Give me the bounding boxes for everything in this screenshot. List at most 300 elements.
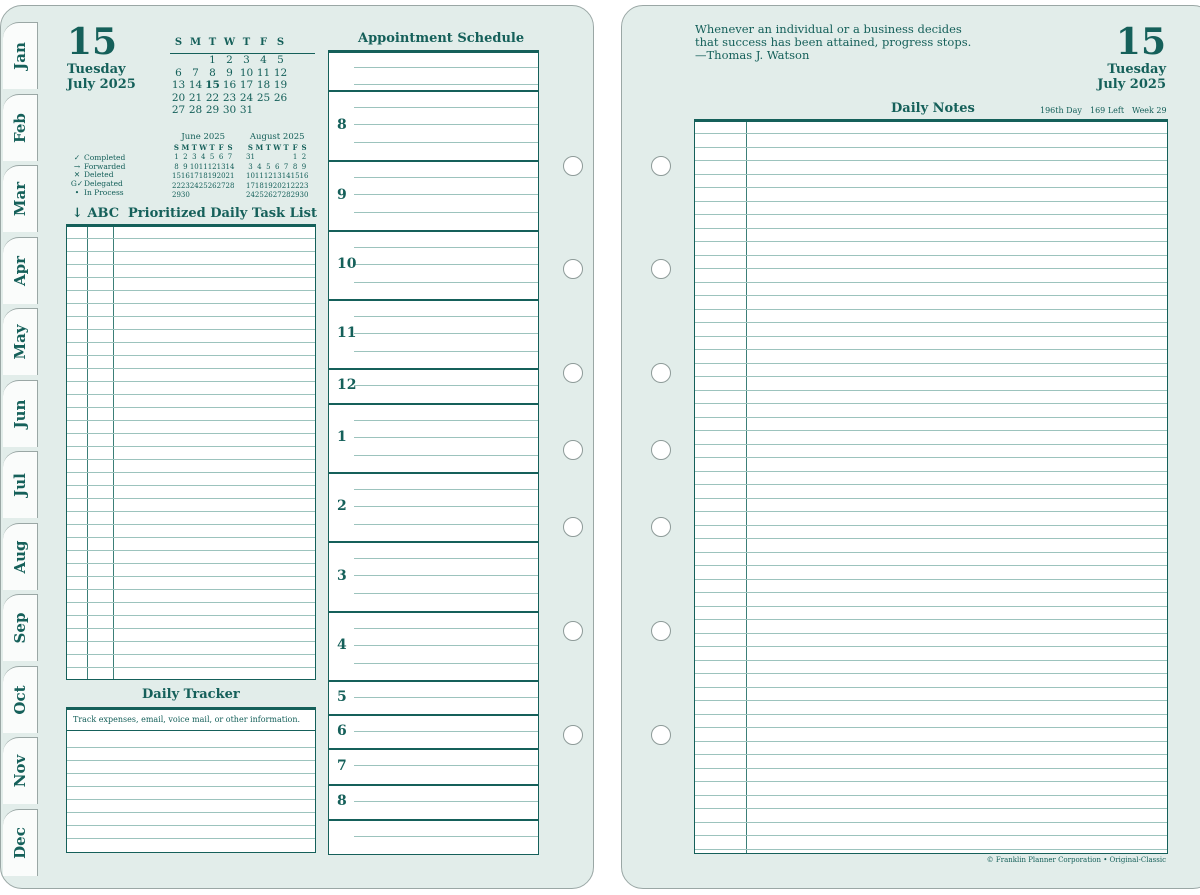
right-day-number: 15 (1115, 21, 1166, 63)
hour-label: 8 (337, 793, 347, 809)
mini-calendar-day: 10 (246, 172, 255, 181)
calendar-day (272, 104, 289, 117)
mini-calendar-day: 29 (290, 191, 300, 200)
mini-calendar-day: 4 (200, 153, 206, 162)
appointment-line (354, 663, 538, 664)
appointment-line (354, 385, 538, 386)
task-line (67, 277, 315, 278)
calendar-day (255, 104, 272, 117)
hour-label: 6 (337, 723, 347, 739)
notes-line (695, 687, 1167, 688)
mini-calendar-day: 22 (172, 181, 181, 190)
appointment-line (354, 351, 538, 352)
mini-calendar-weekday: S (173, 143, 179, 153)
mini-calendar-day: 30 (180, 191, 190, 200)
mini-calendar-day: 7 (227, 153, 233, 162)
notes-line (695, 565, 1167, 566)
binder-hole (651, 156, 671, 176)
notes-line (695, 646, 1167, 647)
hour-label: 11 (337, 325, 357, 341)
mini-calendar-day: 25 (198, 181, 208, 190)
task-priority-label: ↓ ABC (72, 206, 120, 221)
calendar-day: 16 (222, 79, 237, 92)
legend-label: In Process (84, 187, 124, 197)
hour-divider (329, 230, 538, 232)
binder-hole (563, 725, 583, 745)
hour-divider (329, 541, 538, 543)
mini-calendar-day (208, 191, 217, 201)
mini-calendar-weekday: T (283, 143, 289, 153)
appointment-schedule[interactable] (328, 50, 539, 855)
tracker-line (67, 747, 315, 748)
task-line (67, 407, 315, 408)
appointment-line (354, 455, 538, 456)
tracker-line (67, 786, 315, 787)
hour-divider (329, 403, 538, 405)
notes-line (695, 160, 1167, 161)
legend-label: Forwarded (84, 161, 126, 171)
notes-line (695, 255, 1167, 256)
hour-divider (329, 748, 538, 750)
task-line (67, 589, 315, 590)
notes-line (695, 849, 1167, 850)
mini-calendar-day: 20 (272, 181, 282, 190)
notes-line (695, 241, 1167, 242)
mini-calendar-day: 22 (290, 181, 300, 190)
notes-line (695, 552, 1167, 553)
notes-line (695, 187, 1167, 188)
legend-item (70, 189, 125, 198)
mini-calendar-august (246, 132, 308, 200)
mini-calendar-day: 21 (281, 181, 291, 190)
mini-calendar-day: 27 (272, 191, 282, 200)
task-line (67, 615, 315, 616)
mini-calendar-title: June 2025 (181, 132, 226, 142)
task-line (67, 498, 315, 499)
mini-calendar-day: 15 (172, 172, 181, 181)
calendar-day: 21 (188, 91, 203, 104)
quote-author: —Thomas J. Watson (695, 48, 810, 62)
divider (170, 53, 315, 54)
month-tab-label: Feb (11, 112, 29, 143)
mini-calendar-day: 28 (281, 191, 291, 200)
hour-label: 1 (337, 429, 347, 445)
calendar-day: 19 (273, 79, 288, 92)
binder-hole (651, 621, 671, 641)
tracker-line (67, 838, 315, 839)
mini-calendar-weekday: S (247, 143, 253, 153)
task-line (67, 459, 315, 460)
binder-hole (563, 517, 583, 537)
mini-calendar-day: 31 (246, 153, 255, 162)
mini-calendar-day (190, 191, 199, 201)
calendar-day: 12 (273, 66, 288, 79)
notes-line (695, 592, 1167, 593)
notes-line (695, 822, 1167, 823)
notes-line (695, 430, 1167, 431)
notes-line (695, 322, 1167, 323)
month-tab[interactable] (3, 451, 38, 518)
task-line (67, 550, 315, 551)
task-line (67, 420, 315, 421)
mini-calendar-day: 24 (189, 181, 199, 190)
appointment-line (354, 524, 538, 525)
calendar-day: 3 (243, 54, 250, 67)
task-line (67, 576, 315, 577)
month-tab[interactable] (3, 380, 38, 447)
notes-line (695, 660, 1167, 661)
hour-label: 2 (337, 498, 347, 514)
hour-label: 8 (337, 117, 347, 133)
task-line (67, 355, 315, 356)
status-legend (70, 154, 125, 198)
mini-calendar-day (255, 153, 264, 163)
hour-label: 7 (337, 758, 347, 774)
notes-line (695, 525, 1167, 526)
calendar-day: 26 (273, 91, 288, 104)
notes-line (695, 133, 1167, 134)
binder-hole (563, 440, 583, 460)
hour-divider (329, 472, 538, 474)
task-line (67, 602, 315, 603)
notes-line (695, 768, 1167, 769)
mini-calendar-day: 13 (216, 162, 226, 171)
calendar-day: 17 (239, 79, 254, 92)
appointment-line (354, 247, 538, 248)
mini-calendar-day (282, 153, 291, 163)
mini-calendar-day: 26 (263, 191, 273, 200)
month-tab-label: Nov (11, 754, 29, 788)
hour-divider (329, 160, 538, 162)
legend-symbol: → (73, 161, 81, 171)
calendar-day: 5 (277, 54, 284, 67)
appointment-line (354, 177, 538, 178)
calendar-day: 2 (226, 54, 233, 67)
notes-line (695, 498, 1167, 499)
task-line (67, 511, 315, 512)
task-line (67, 524, 315, 525)
calendar-day: 11 (256, 66, 271, 79)
month-tab-label: Jul (11, 473, 29, 497)
notes-line (695, 511, 1167, 512)
calendar-day: 27 (171, 104, 186, 117)
mini-calendar-day: 11 (198, 162, 208, 171)
appointment-line (354, 84, 538, 85)
mini-calendar-day (273, 153, 282, 163)
task-line (67, 394, 315, 395)
mini-calendar-weekday: T (191, 143, 197, 153)
appointment-line (354, 593, 538, 594)
month-tab[interactable] (3, 22, 38, 89)
month-tab[interactable] (3, 165, 38, 232)
appointment-line (354, 575, 538, 576)
mini-calendar-day: 24 (246, 191, 255, 200)
notes-line (695, 606, 1167, 607)
task-line (67, 667, 315, 668)
task-line (67, 329, 315, 330)
mini-calendar-day (217, 191, 226, 201)
calendar-day: 29 (205, 104, 220, 117)
mini-calendar-day: 5 (209, 153, 215, 162)
hour-label: 5 (337, 689, 347, 705)
mini-calendar-day: 4 (257, 162, 262, 171)
legend-label: Deleted (84, 170, 114, 180)
notes-line (695, 727, 1167, 728)
calendar-day: 20 (171, 91, 186, 104)
binder-hole (563, 259, 583, 279)
notes-line (695, 835, 1167, 836)
calendar-weekday-header: M (189, 37, 202, 48)
mini-calendar-day: 18 (198, 172, 208, 181)
notes-line (695, 268, 1167, 269)
notes-line (695, 349, 1167, 350)
days-left: 169 Left (1090, 106, 1125, 115)
appointment-line (354, 645, 538, 646)
calendar-day: 22 (205, 91, 220, 104)
calendar-day: 13 (171, 79, 186, 92)
daily-quote (695, 23, 995, 62)
appointment-line (354, 558, 538, 559)
hour-label: 3 (337, 568, 347, 584)
daily-notes-area[interactable] (694, 119, 1168, 854)
calendar-day: 9 (226, 66, 233, 79)
task-list-box[interactable] (66, 224, 316, 680)
task-line (67, 628, 315, 629)
tracker-line (67, 799, 315, 800)
legend-symbol: • (74, 187, 80, 197)
right-weekday: Tuesday (1107, 62, 1166, 77)
task-line (67, 485, 315, 486)
mini-calendar-day: 19 (263, 181, 273, 190)
binder-hole (651, 440, 671, 460)
mini-calendar-day: 9 (301, 162, 307, 171)
binder-hole (563, 363, 583, 383)
month-tab-label: Aug (11, 539, 29, 574)
hour-divider (329, 90, 538, 92)
notes-line (695, 484, 1167, 485)
binder-hole (651, 259, 671, 279)
legend-symbol: ✕ (73, 170, 81, 180)
calendar-day: 15 (205, 79, 220, 92)
month-tab-label: Oct (11, 684, 29, 715)
appointment-line (354, 282, 538, 283)
mini-calendar-day: 1 (292, 153, 298, 162)
task-list-title: Prioritized Daily Task List (128, 206, 317, 221)
appointment-line (354, 506, 538, 507)
notes-line (695, 282, 1167, 283)
mini-calendar-day: 14 (281, 172, 291, 181)
quote-line: Whenever an individual or a business decides (695, 22, 962, 36)
month-tab[interactable] (3, 237, 38, 304)
hour-divider (329, 784, 538, 786)
appointment-line (354, 489, 538, 490)
month-tab-label: Jan (11, 42, 29, 70)
mini-calendar-day: 6 (274, 162, 280, 171)
tracker-line (67, 773, 315, 774)
mini-calendar-day: 19 (207, 172, 217, 181)
mini-calendar-day: 15 (290, 172, 300, 181)
legend-label: Completed (84, 153, 126, 162)
appointment-line (354, 697, 538, 698)
month-tab[interactable] (3, 308, 38, 375)
mini-calendar-day (264, 153, 273, 163)
month-year: July 2025 (67, 77, 136, 92)
appointment-line (354, 765, 538, 766)
task-line (67, 433, 315, 434)
appointment-line (354, 316, 538, 317)
mini-calendar-day: 8 (292, 162, 298, 171)
notes-line (695, 741, 1167, 742)
hour-divider (329, 368, 538, 370)
mini-calendar-june (172, 132, 234, 200)
task-column-divider (113, 227, 114, 679)
legend-label: Delegated (84, 179, 123, 189)
month-tab-label: Sep (11, 612, 29, 644)
month-tab[interactable] (3, 523, 38, 590)
appointment-line (354, 194, 538, 195)
mini-calendar-weekday: F (292, 143, 298, 153)
task-line (67, 316, 315, 317)
mini-calendar-day: 5 (266, 162, 271, 171)
mini-calendar-day: 14 (225, 162, 235, 171)
month-tab[interactable] (3, 94, 38, 161)
calendar-weekday-header: S (174, 37, 183, 48)
calendar-day: 31 (239, 104, 254, 117)
notes-line (695, 403, 1167, 404)
mini-calendar-day: 23 (299, 181, 309, 190)
mini-calendar-day: 8 (174, 162, 179, 171)
calendar-day: 28 (188, 104, 203, 117)
notes-line (695, 214, 1167, 215)
appointment-line (354, 836, 538, 837)
mini-calendar-day (199, 191, 208, 201)
notes-line (695, 714, 1167, 715)
mini-calendar-day: 2 (301, 153, 307, 162)
notes-line (695, 228, 1167, 229)
notes-line (695, 754, 1167, 755)
quote-line: that success has been attained, progress stops. (695, 35, 972, 49)
mini-calendar-day: 3 (248, 162, 253, 171)
mini-calendar-day: 17 (189, 172, 199, 181)
hour-divider (329, 819, 538, 821)
binder-hole (651, 363, 671, 383)
calendar-day: 1 (209, 54, 216, 67)
month-calendar (170, 36, 289, 117)
hour-divider (329, 611, 538, 613)
day-of-year: 196th Day (1040, 106, 1082, 115)
appointment-line (354, 142, 538, 143)
mini-calendar-weekday: W (273, 143, 282, 153)
notes-margin-line (746, 122, 747, 853)
mini-calendar-day: 12 (263, 172, 273, 181)
hour-label: 9 (337, 187, 347, 203)
mini-calendar-weekday: M (255, 143, 264, 153)
mini-calendar-weekday: M (181, 143, 190, 153)
notes-line (695, 376, 1167, 377)
month-tab-label: May (11, 324, 29, 360)
notes-line (695, 579, 1167, 580)
appointment-line (354, 333, 538, 334)
week-number: Week 29 (1132, 106, 1167, 115)
notes-line (695, 444, 1167, 445)
appointment-line (354, 437, 538, 438)
calendar-day: 8 (209, 66, 216, 79)
mini-calendar-day: 3 (192, 153, 197, 162)
daily-notes-title: Daily Notes (891, 101, 975, 116)
task-line (67, 251, 315, 252)
mini-calendar-day: 16 (180, 172, 190, 181)
notes-line (695, 363, 1167, 364)
mini-calendar-day: 10 (189, 162, 199, 171)
month-tab[interactable] (3, 666, 38, 733)
mini-calendar-title: August 2025 (249, 132, 305, 142)
month-tab-label: Jun (11, 399, 29, 428)
month-tab[interactable] (3, 809, 38, 876)
appointment-line (354, 420, 538, 421)
calendar-day: 25 (256, 91, 271, 104)
hour-label: 10 (337, 256, 357, 272)
binder-hole (651, 725, 671, 745)
notes-line (695, 295, 1167, 296)
weekday: Tuesday (67, 62, 126, 77)
task-line (67, 342, 315, 343)
mini-calendar-weekday: T (209, 143, 215, 153)
hour-divider (329, 714, 538, 716)
notes-line (695, 457, 1167, 458)
notes-line (695, 538, 1167, 539)
tracker-line (67, 812, 315, 813)
appointment-line (354, 67, 538, 68)
month-tab[interactable] (3, 737, 38, 804)
notes-line (695, 390, 1167, 391)
notes-line (695, 417, 1167, 418)
calendar-weekday-header: S (276, 37, 285, 48)
mini-calendar-day: 13 (272, 172, 282, 181)
mini-calendar-day: 25 (254, 191, 264, 200)
notes-line (695, 808, 1167, 809)
notes-line (695, 147, 1167, 148)
calendar-day (170, 54, 187, 67)
appointment-line (354, 731, 538, 732)
day-number: 15 (67, 21, 118, 63)
appointment-line (354, 124, 538, 125)
mini-calendar-weekday: W (199, 143, 208, 153)
month-tab[interactable] (3, 594, 38, 661)
appointment-line (354, 264, 538, 265)
mini-calendar-day: 21 (225, 172, 235, 181)
calendar-weekday-header: F (259, 37, 268, 48)
binder-hole (563, 156, 583, 176)
calendar-day: 4 (260, 54, 267, 67)
notes-line (695, 201, 1167, 202)
mini-calendar-weekday: F (218, 143, 224, 153)
tracker-divider (67, 730, 315, 731)
task-line (67, 264, 315, 265)
tracker-instruction: Track expenses, email, voice mail, or other information. (73, 715, 301, 724)
mini-calendar-day: 20 (216, 172, 226, 181)
footer-copyright: © Franklin Planner Corporation • Original-Classic (986, 856, 1166, 864)
mini-calendar-day: 28 (225, 181, 235, 190)
right-month-year: July 2025 (1097, 77, 1166, 92)
tracker-line (67, 825, 315, 826)
mini-calendar-day: 27 (216, 181, 226, 190)
month-tab-label: Dec (11, 826, 29, 859)
legend-symbol: G✓ (70, 179, 84, 189)
binder-hole (563, 621, 583, 641)
notes-line (695, 471, 1167, 472)
notes-line (695, 781, 1167, 782)
tracker-box[interactable] (66, 707, 316, 853)
